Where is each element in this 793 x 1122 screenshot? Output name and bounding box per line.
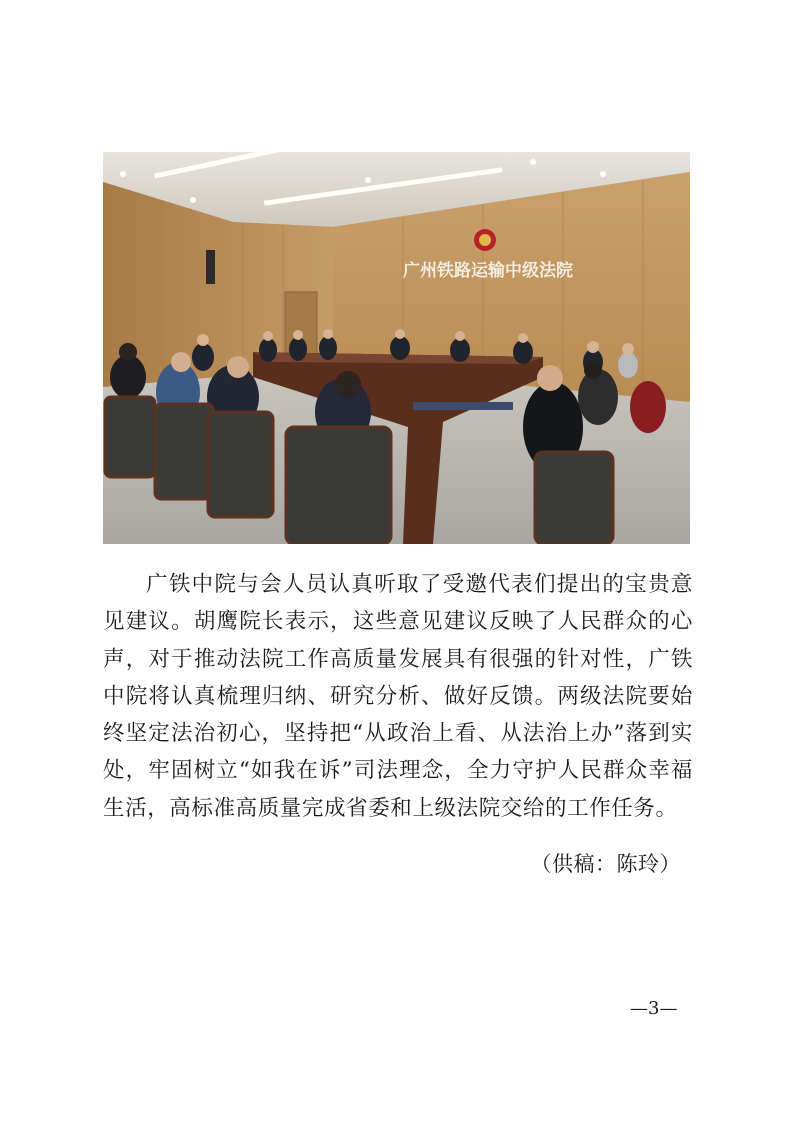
meeting-photo <box>103 152 690 544</box>
page-number: —3— <box>630 998 678 1019</box>
meeting-room-illustration <box>103 152 690 544</box>
article-paragraph: 广铁中院与会人员认真听取了受邀代表们提出的宝贵意见建议。胡鹰院长表示，这些意见建议反映了人民群众的心声，对于推动法院工作高质量发展具有很强的针对性，广铁中院将认真梳理归纳、研究分析、做好反馈。两级法院要始终坚定法治初心，坚持把“从政治上看、从法治上办”落到实处，牢固树立“如我在诉”司法理念，全力守护人民群众幸福生活，高标准高质量完成省委和上级法院交给的工作任务。 <box>103 572 693 821</box>
wall-sign: 广州铁路运输中级法院 <box>403 261 573 281</box>
author-credit: （供稿：陈玲） <box>530 852 681 876</box>
article-body <box>103 566 693 827</box>
